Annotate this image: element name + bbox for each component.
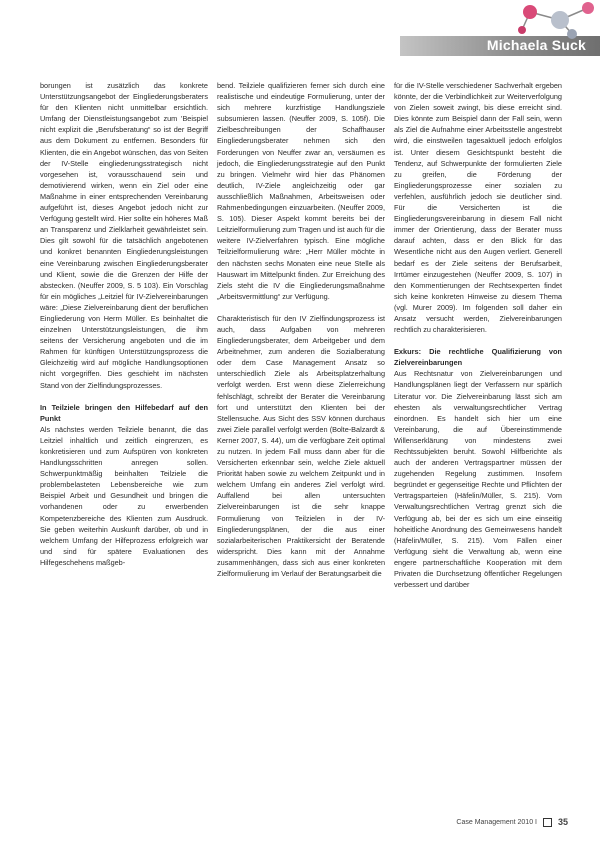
- paragraph: borungen ist zusätzlich das konkrete Unterstützungsangebot der Eingliederungsberaters für den Klienten nicht unmittelbar ersichtlich. Umfang der Dienstleistungsangebot zum 'Beispiel nicht explizit die „Berufsberatung“ so ist der Begriff aus dem Dokument zu entfernen. Besonders für Klienten, die ein Angebot wünschen, das von Seiten der IV-Stelle eingliederungsstrategisch nicht vorgesehen ist, vorausschauend sein und demotivierend wirken, wenn ein Ziel oder eine Maßnahme in einer entsprechenden Vereinbarung aufgeführt ist, dieses Angebot jedoch nicht zur Verfügung gestellt wird. Hier sollte ein höheres Maß an Transparenz und Zielklarheit gewährleistet sein. Dies gilt sowohl für die tatsächlich angebotenen und konkret benannten Eingliederungsleistungen eine Vereinbarung zwischen Eingliederungsberater und Klient, sowie die die Grenzen der Hilfe der abstecken. (Neuffer 2009, S. 5 103). Ein Vorschlag für ein mögliches „Leitziel für IV-Zielvereinbarungen wäre: „Diese Zielvereinbarung dient der beruflichen Eingliederung von Herrn Müller. Es beinhaltet die einzelnen Unterstützungsleistungen, die ihm seitens der Versicherung angeboten und die im Rahmen für künftigen Unterstützungsprozess die Gleichzeitig wird auf mögliche Handlungsoptionen nicht vorgegriffen. Dies geschieht im nächsten Stand von der Zielfindungsprozesses.: [40, 81, 208, 390]
- paragraph: Aus Rechtsnatur von Zielvereinbarungen und Handlungsplänen liegt der Verfassern nur spärlich Literatur vor. Die Zielvereinbarung lässt sich am ehesten als verwaltungsrechtlicher Vertrag einordnen. Es handelt sich hier um eine Vereinbarung, die auf Übereinstimmende Willenserklärung von mindestens zwei Rechtssubjekten beruht. Sowohl Hilfberichte als auch der anderen Vertragspartner müssen der zugehenden Regelung zustimmen. Insofern begründet er gegenseitige Rechte und Pflichten der Vertragsparteien (Häfelin/Müller, S. 215). Vom Verwaltungsrechtlichen Vertrag grenzt sich die Verfügung ab, bei der es sich um eine einseitig hoheitliche Anordnung des Gemeinwesens handelt (Häfelin/Müller, S. 215). Vom Fällen einer Verfügung sieht die Verwaltung ab, wenn eine engere partnerschaftliche Kooperation mit dem Privaten die Durchsetzung öffentlicher Regelungen verbessert und darüber: [394, 369, 562, 590]
- section-heading: In Teilziele bringen den Hilfebedarf auf den Punkt: [40, 402, 208, 423]
- paragraph: Als nächstes werden Teilziele benannt, die das Leitziel inhaltlich und zeitlich eingrenzen, es konkretisieren und zum Aufspüren von konkreten Handlungsschritten anregen sollen. Schwerpunktmäßig beinhalten Teilziele die problembelasteten Lebensbereiche wie zum Beispiel Arbeit und Gesundheit und bringen die vorhandenen oder zu erwerbenden Kompetenzbereiche des Klienten zum Ausdruck. Sie geben weiterhin Auskunft darüber, ob und in welchem Umfang der Hilfeprozess erfolgreich war und sind für spätere Evaluationen des Hilfegeschehens maßgeb-: [40, 424, 208, 567]
- page-footer: [456, 817, 568, 827]
- paragraph: Charakteristisch für den IV Zielfindungsprozess ist auch, dass Aufgaben von mehreren Eingliederungsberater, dem Arbeitgeber und dem Arbeitnehmer, zum anderen die Sozialberatung oder dem Case Management Ansatz so unterschiedlich Ziele als Arbeitsplatzerhaltung verfolgt werden. Erst wenn diese Zielerreichung fehlschlägt, schreibt der Berater die Vereinbarung fort und unterstützt den Klienten bei der Stellensuche. Aus Sicht des SSV können durchaus zwei Ziele parallel verfolgt werden (Bolte-Balzardt & Kerner 2007, S. 44), um die verfügbare Zeit optimal zu nutzen. In jedem Fall muss dann aber für die Versicherten erkennbar sein, welche Ziele aktuell Priorität haben sowie zu welchem Zeitpunkt und in welchem Umfang ein anderes Ziel verfolgt wird. Auffallend bei allen untersuchten Zielvereinbarungen ist die sehr knappe Formulierung von Teilzielen in der IV-Eingliederungsplänen, der die aus einer sozialarbeiterischen Praktikersicht der Beratende widerspricht. Dies kann mit der Annahme zusammenhängen, dass sich aus einer konkreten Zielformulierung im Verlauf der Beratungsarbeit die: [217, 313, 385, 579]
- text-column-1: [40, 80, 208, 568]
- page-number: 35: [557, 817, 568, 827]
- paragraph: bend. Teilziele qualifizieren ferner sich durch eine realistische und eindeutige Formulierung, unter der sich mehrere kurzfristige Handlungsziele subsumieren lassen. (Neuffer 2009, S. 105f). Die Zielbeschreibungen der Schaffhauser Eingliederungsberater nehmen sich den Forderungen von Neuffer zwar an, versäumen es jedoch, die Eingliederungsstrategie auf den Punkt zu bringen. Vielmehr wird hier das Phänomen deutlich, IV-Ziele angleichzeitig oder gar ausschließlich Maßnahmen, Arbeitsweisen oder Rahmenbedingungen einzuarbeiten. (Neuffer 2009, S. 105). Dieser Aspekt kommt bereits bei der Leitzielformulierung zum Tragen und ist auch für die weitere IV-Zielverfahren typisch. Eine mögliche Teilzielformulierung wäre: „Herr Müller möchte in den nächsten sechs Monaten eine neue Stelle als Hauswart im Mittelpunkt finden. Zur Erreichung des Ziels steht die IV die Eingliederungsmaßnahme „Arbeitsvermittlung“ zur Verfügung.: [217, 81, 385, 301]
- text-column-2: [217, 80, 385, 579]
- publication-title: Case Management 2010 I: [456, 818, 537, 826]
- text-column-3: [394, 80, 562, 590]
- paragraph: für die IV-Stelle verschiedener Sachverhalt ergeben könnte, der die Verbindlichkeit zur Weiterverfolgung von Zielen soweit zwingt, bis diese erreicht sind. Dies könnte zum Beispiel dann der Fall sein, wenn als Ziel die Aufnahme einer Arbeitsstelle angestrebt wird, die einstweilen tagesaktuell jedoch erfolglos ist. Unter diesem Gesichtspunkt besteht die Tendenz, auf Schwerpunkte der formulierten Ziele zu greifen, die Förderung der Eingliederungsprozesse einer sozialen zu verfehlen, ausführlich jedoch sie deutlicher sind. Für die Versicherten ist die Eingliederungsvereinbarung in diesem Fall nicht immer der Orientierung, dass der Berater muss darauf achten, dass er den Blick für das Wesentliche nicht aus den Augen verliert. Generell bedarf es der Ziele seitens der Berufsarbeit, Irrtümer einzugestehen (Neuffer 2009, S. 107) in den Kommentierungen der Rechtsexperten findet sich keine konkreten Hinweise zu diesem Thema (vgl. Murer 2009). Im folgenden soll daher ein Ansatz versucht werden, Zielvereinbarungen rechtlich zu charakterisieren.: [394, 81, 562, 335]
- author-name: Michaela Suck: [486, 37, 586, 53]
- journal-logo-icon: [543, 818, 552, 827]
- section-heading: Exkurs: Die rechtliche Qualifizierung von Zielvereinbarungen: [394, 347, 562, 368]
